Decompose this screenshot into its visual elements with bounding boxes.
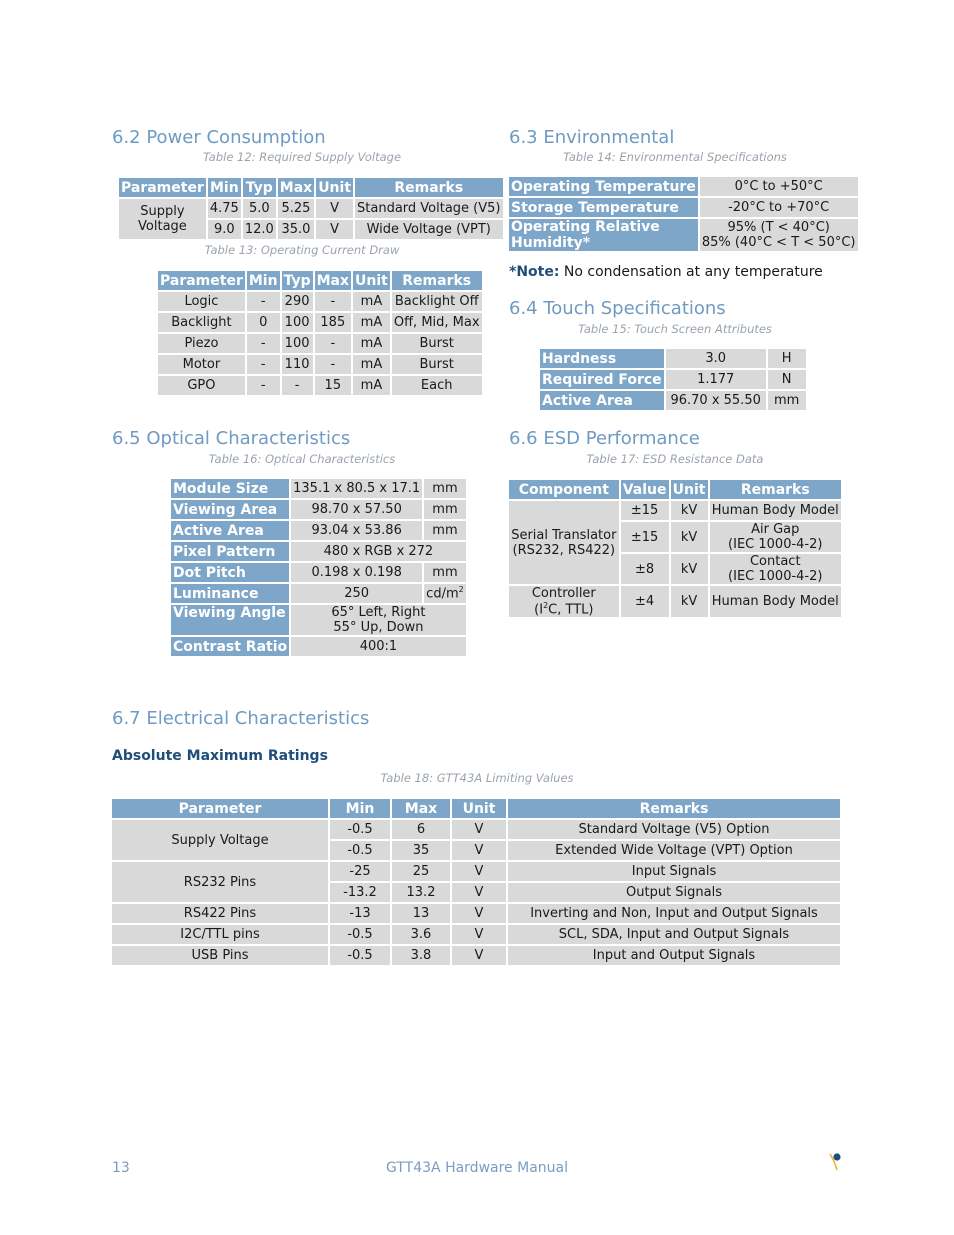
component-line	[511, 601, 617, 617]
row-label: Hardness	[540, 349, 664, 368]
cell: 96.70 x 55.50	[666, 391, 766, 410]
cell: Burst	[392, 355, 482, 374]
cell: mm	[424, 563, 466, 582]
cell: 5.25	[278, 199, 314, 218]
cell: 6	[392, 820, 450, 839]
table-row	[158, 355, 482, 374]
cell: -	[315, 292, 351, 311]
table-row	[540, 370, 806, 389]
cell: 480 x RGB x 272	[291, 542, 466, 561]
cell: 35.0	[278, 220, 314, 239]
cell: mm	[424, 479, 466, 498]
cell: Each	[392, 376, 482, 395]
cell: 93.04 x 53.86	[291, 521, 422, 540]
cell	[424, 584, 466, 603]
col-header: Remarks	[508, 799, 840, 818]
note-text: No condensation at any temperature	[563, 264, 823, 280]
param-cell: I2C/TTL pins	[112, 925, 328, 944]
controller-text: (I	[534, 602, 544, 618]
table-16-optical	[169, 477, 468, 658]
cell: mA	[353, 376, 390, 395]
row-label: Viewing Area	[171, 500, 289, 519]
section-heading-optical: 6.5 Optical Characteristics	[112, 428, 351, 449]
table-row	[509, 586, 841, 617]
table-header-row	[112, 799, 840, 818]
row-label: Module Size	[171, 479, 289, 498]
cell: Piezo	[158, 334, 245, 353]
cell: Output Signals	[508, 883, 840, 902]
cell: -0.5	[330, 820, 390, 839]
col-header: Max	[316, 272, 350, 289]
table-row	[509, 501, 841, 520]
component-cell	[509, 501, 619, 584]
table-row	[171, 637, 466, 656]
col-header: Unit	[671, 480, 708, 499]
table-13-current-draw	[156, 269, 484, 397]
col-header: Min	[248, 272, 278, 289]
cell: mA	[353, 292, 390, 311]
cell: kV	[671, 522, 708, 552]
cell: ±8	[621, 554, 669, 584]
cell: mm	[768, 391, 806, 410]
cell: mA	[353, 313, 390, 332]
table-header-row	[119, 178, 503, 197]
row-label: Active Area	[540, 391, 664, 410]
cell: -25	[330, 862, 390, 881]
cell: Human Body Model	[710, 586, 841, 617]
col-header: Parameter	[112, 799, 328, 818]
table-row	[171, 605, 466, 635]
col-header: Unit	[452, 799, 506, 818]
cell: Logic	[158, 292, 245, 311]
section-heading-power: 6.2 Power Consumption	[112, 127, 326, 148]
table-13-caption: Table 13: Operating Current Draw	[204, 243, 400, 257]
col-header: Typ	[243, 178, 276, 197]
note-label: *Note:	[509, 264, 560, 280]
table-17-esd	[507, 478, 843, 619]
cell: -13	[330, 904, 390, 923]
section-heading-environmental: 6.3 Environmental	[509, 127, 675, 148]
cell: -	[247, 334, 280, 353]
cell: Burst	[392, 334, 482, 353]
table-12-caption: Table 12: Required Supply Voltage	[202, 150, 402, 164]
table-row	[509, 177, 858, 196]
table-15-caption: Table 15: Touch Screen Attributes	[578, 322, 772, 336]
cell: V	[452, 946, 506, 965]
table-row	[540, 349, 806, 368]
cell: -0.5	[330, 841, 390, 860]
col-header: Remarks	[710, 480, 841, 499]
cell: kV	[671, 586, 708, 617]
cell: Human Body Model	[710, 501, 841, 520]
col-header: Min	[208, 178, 241, 197]
cell: ±4	[621, 586, 669, 617]
table-header-row	[509, 480, 841, 499]
cell: ±15	[621, 522, 669, 552]
table-row	[171, 500, 466, 519]
col-header: Unit	[355, 272, 388, 289]
cell: 400:1	[291, 637, 466, 656]
cell: Backlight	[158, 313, 245, 332]
param-line: Voltage	[138, 219, 187, 234]
cell: Input Signals	[508, 862, 840, 881]
param-cell	[119, 199, 206, 239]
cell: 100	[282, 334, 313, 353]
cell: mm	[424, 521, 466, 540]
row-label: Operating Temperature	[511, 178, 696, 195]
remark-line: Air Gap	[751, 522, 800, 537]
col-header: Value	[621, 480, 669, 499]
label-line: Operating Relative	[511, 219, 660, 235]
cell: 4.75	[209, 201, 239, 216]
param-cell: RS422 Pins	[112, 904, 328, 923]
component-line: (RS232, RS422)	[512, 542, 616, 558]
col-header: Component	[509, 480, 619, 499]
cell	[291, 605, 466, 635]
row-label: Contrast Ratio	[173, 638, 288, 655]
section-heading-esd: 6.6 ESD Performance	[509, 428, 700, 449]
unit-text: cd/m	[426, 586, 459, 602]
cell: -	[282, 376, 313, 395]
row-label: Pixel Pattern	[171, 542, 289, 561]
col-header: Min	[330, 799, 390, 818]
cell: 110	[282, 355, 313, 374]
cell: 3.6	[392, 925, 450, 944]
param-cell: Supply Voltage	[112, 820, 328, 860]
col-header: Max	[279, 179, 313, 196]
table-18-caption: Table 18: GTT43A Limiting Values	[380, 771, 574, 785]
cell: Extended Wide Voltage (VPT) Option	[508, 841, 840, 860]
section-heading-touch: 6.4 Touch Specifications	[509, 298, 726, 319]
table-row	[171, 584, 466, 603]
cell: mm	[424, 500, 466, 519]
remark-line: (IEC 1000-4-2)	[728, 537, 823, 552]
col-header: Typ	[283, 272, 311, 289]
table-row	[540, 391, 806, 410]
cell: 13	[392, 904, 450, 923]
cell: V	[316, 199, 353, 218]
cell: V	[452, 904, 506, 923]
table-15-touch	[538, 347, 808, 412]
remark-line: Contact	[749, 554, 801, 569]
row-label: Dot Pitch	[171, 563, 289, 582]
table-14-caption: Table 14: Environmental Specifications	[563, 150, 787, 164]
param-cell: USB Pins	[112, 946, 328, 965]
cell	[700, 219, 858, 251]
table-row	[158, 334, 482, 353]
cell: -0.5	[330, 946, 390, 965]
value-line: 55° Up, Down	[333, 620, 424, 635]
cell: 3.8	[392, 946, 450, 965]
cell: GPO	[158, 376, 245, 395]
cell: 35	[392, 841, 450, 860]
cell: -	[315, 355, 351, 374]
cell: -	[247, 355, 280, 374]
cell: kV	[671, 501, 708, 520]
table-16-caption: Table 16: Optical Characteristics	[208, 452, 396, 466]
value-line: 95% (T < 40°C)	[727, 220, 830, 235]
row-label	[509, 219, 698, 251]
table-row	[112, 904, 840, 923]
table-14-environmental	[507, 175, 860, 253]
cell: -	[315, 334, 351, 353]
table-row	[171, 479, 466, 498]
value-line: 85% (40°C < T < 50°C)	[701, 235, 856, 250]
table-row	[112, 925, 840, 944]
cell: V	[452, 925, 506, 944]
cell: Standard Voltage (V5) Option	[508, 820, 840, 839]
cell	[710, 554, 841, 584]
table-row	[171, 521, 466, 540]
cell: V	[316, 220, 353, 239]
cell: N	[768, 370, 806, 389]
table-row	[112, 820, 840, 839]
table-row	[112, 946, 840, 965]
table-12-supply-voltage	[117, 176, 505, 241]
table-header-row	[158, 271, 482, 290]
col-header: Max	[392, 799, 450, 818]
cell: 185	[315, 313, 351, 332]
cell	[710, 522, 841, 552]
cell: 3.0	[666, 349, 766, 368]
page-number: 13	[112, 1160, 130, 1176]
value-line: 65° Left, Right	[331, 605, 426, 620]
table-row	[509, 198, 858, 217]
cell: Standard Voltage (V5)	[357, 201, 501, 216]
cell: 0	[247, 313, 280, 332]
table-row	[119, 199, 503, 218]
cell: V	[452, 820, 506, 839]
col-header: Remarks	[355, 178, 502, 197]
param-line: Supply	[140, 204, 185, 219]
controller-text: C, TTL)	[548, 602, 594, 618]
environment-note	[509, 264, 823, 280]
section-heading-electrical: 6.7 Electrical Characteristics	[112, 708, 370, 729]
cell: -20°C to +70°C	[700, 198, 858, 217]
param-cell: RS232 Pins	[112, 862, 328, 902]
footer-title: GTT43A Hardware Manual	[386, 1160, 568, 1176]
col-header: Remarks	[392, 271, 482, 290]
cell: Inverting and Non, Input and Output Signals	[508, 904, 840, 923]
row-label: Viewing Angle	[171, 605, 289, 635]
remark-line: (IEC 1000-4-2)	[728, 569, 823, 584]
cell: Wide Voltage (VPT)	[355, 220, 502, 239]
cell: Input and Output Signals	[508, 946, 840, 965]
cell: -13.2	[330, 883, 390, 902]
logo-icon	[826, 1150, 844, 1174]
cell: mA	[353, 334, 390, 353]
col-header: Unit	[318, 179, 352, 196]
cell: 100	[282, 313, 313, 332]
controller-superscript: 2	[543, 601, 549, 610]
cell: -0.5	[330, 925, 390, 944]
cell: 15	[315, 376, 351, 395]
cell: V	[452, 883, 506, 902]
cell: V	[452, 841, 506, 860]
cell: -	[247, 376, 280, 395]
cell: 1.177	[666, 370, 766, 389]
row-label: Luminance	[171, 584, 289, 603]
cell: H	[768, 349, 806, 368]
cell: Backlight Off	[392, 292, 482, 311]
row-label: Required Force	[542, 371, 662, 388]
cell: Motor	[158, 355, 245, 374]
cell: V	[452, 862, 506, 881]
cell: 98.70 x 57.50	[291, 500, 422, 519]
unit-superscript: 2	[458, 585, 464, 595]
table-row	[158, 313, 482, 332]
col-header: Parameter	[160, 272, 243, 289]
component-line: Serial Translator	[511, 527, 617, 543]
cell: 0°C to +50°C	[700, 177, 858, 196]
cell: 0.198 x 0.198	[291, 563, 422, 582]
table-row	[112, 862, 840, 881]
table-row	[158, 376, 482, 395]
table-17-caption: Table 17: ESD Resistance Data	[586, 452, 764, 466]
cell: 5.0	[243, 199, 276, 218]
label-line: Humidity*	[511, 235, 591, 251]
cell: 250	[291, 584, 422, 603]
cell: ±15	[621, 501, 669, 520]
component-cell	[509, 586, 619, 617]
cell: 135.1 x 80.5 x 17.1	[293, 481, 421, 496]
cell: 9.0	[208, 220, 241, 239]
cell: Off, Mid, Max	[393, 315, 480, 330]
cell: 290	[282, 292, 313, 311]
table-row	[171, 563, 466, 582]
cell: SCL, SDA, Input and Output Signals	[508, 925, 840, 944]
cell: 12.0	[244, 222, 274, 237]
table-row	[509, 219, 858, 251]
subheading-absolute-max: Absolute Maximum Ratings	[112, 748, 328, 764]
cell: kV	[671, 554, 708, 584]
row-label: Active Area	[171, 521, 289, 540]
table-18-limiting-values	[110, 797, 842, 967]
table-row	[158, 292, 482, 311]
table-row	[171, 542, 466, 561]
component-line: Controller	[531, 586, 596, 601]
cell: mA	[353, 355, 390, 374]
col-header: Parameter	[121, 179, 204, 196]
row-label: Storage Temperature	[509, 198, 698, 217]
cell: 25	[392, 862, 450, 881]
cell: 13.2	[392, 883, 450, 902]
cell: -	[247, 292, 280, 311]
